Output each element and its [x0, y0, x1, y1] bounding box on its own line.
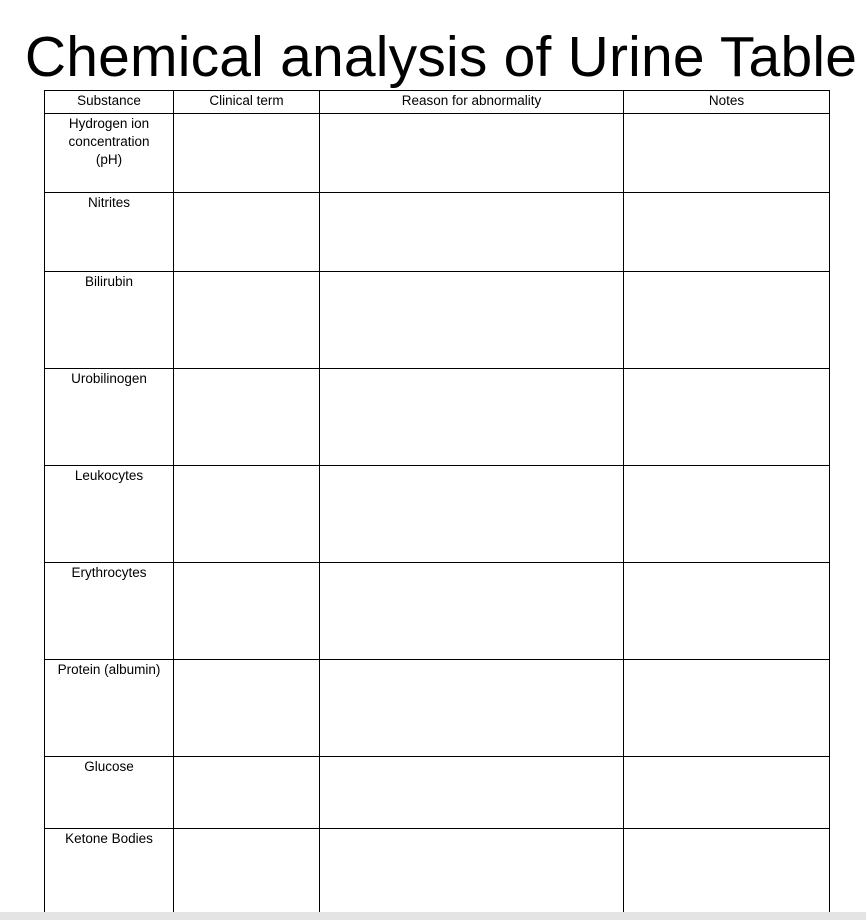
reason-cell[interactable]	[320, 272, 624, 369]
clinical-term-cell[interactable]	[174, 829, 320, 913]
table-row	[45, 466, 830, 563]
clinical-term-cell[interactable]	[174, 369, 320, 466]
reason-cell[interactable]	[320, 193, 624, 272]
notes-cell[interactable]	[624, 272, 830, 369]
reason-cell[interactable]	[320, 757, 624, 829]
clinical-term-cell[interactable]	[174, 193, 320, 272]
substance-cell: Ketone Bodies	[45, 829, 174, 913]
table-row	[45, 114, 830, 193]
substance-cell: Hydrogen ion concentration (pH)	[45, 114, 174, 193]
substance-cell: Erythrocytes	[45, 563, 174, 660]
page-bottom-edge	[0, 912, 866, 920]
notes-cell[interactable]	[624, 466, 830, 563]
clinical-term-cell[interactable]	[174, 114, 320, 193]
page-title: Chemical analysis of Urine Table	[24, 25, 858, 89]
column-header-substance: Substance	[45, 91, 174, 114]
clinical-term-cell[interactable]	[174, 466, 320, 563]
column-header-clinical-term: Clinical term	[174, 91, 320, 114]
column-header-notes: Notes	[624, 91, 830, 114]
table-row	[45, 660, 830, 757]
table-row	[45, 757, 830, 829]
table-row	[45, 829, 830, 913]
reason-cell[interactable]	[320, 660, 624, 757]
reason-cell[interactable]	[320, 563, 624, 660]
reason-cell[interactable]	[320, 829, 624, 913]
notes-cell[interactable]	[624, 660, 830, 757]
notes-cell[interactable]	[624, 193, 830, 272]
notes-cell[interactable]	[624, 369, 830, 466]
substance-cell: Bilirubin	[45, 272, 174, 369]
reason-cell[interactable]	[320, 466, 624, 563]
table-row	[45, 193, 830, 272]
notes-cell[interactable]	[624, 829, 830, 913]
substance-cell: Nitrites	[45, 193, 174, 272]
clinical-term-cell[interactable]	[174, 272, 320, 369]
clinical-term-cell[interactable]	[174, 757, 320, 829]
clinical-term-cell[interactable]	[174, 660, 320, 757]
notes-cell[interactable]	[624, 757, 830, 829]
column-header-reason: Reason for abnormality	[320, 91, 624, 114]
substance-cell: Protein (albumin)	[45, 660, 174, 757]
urine-analysis-table	[44, 90, 830, 913]
table-row	[45, 563, 830, 660]
reason-cell[interactable]	[320, 114, 624, 193]
table-row	[45, 272, 830, 369]
notes-cell[interactable]	[624, 114, 830, 193]
notes-cell[interactable]	[624, 563, 830, 660]
table-row	[45, 369, 830, 466]
substance-cell: Urobilinogen	[45, 369, 174, 466]
substance-cell: Leukocytes	[45, 466, 174, 563]
clinical-term-cell[interactable]	[174, 563, 320, 660]
reason-cell[interactable]	[320, 369, 624, 466]
table-header-row	[45, 91, 830, 114]
substance-cell: Glucose	[45, 757, 174, 829]
